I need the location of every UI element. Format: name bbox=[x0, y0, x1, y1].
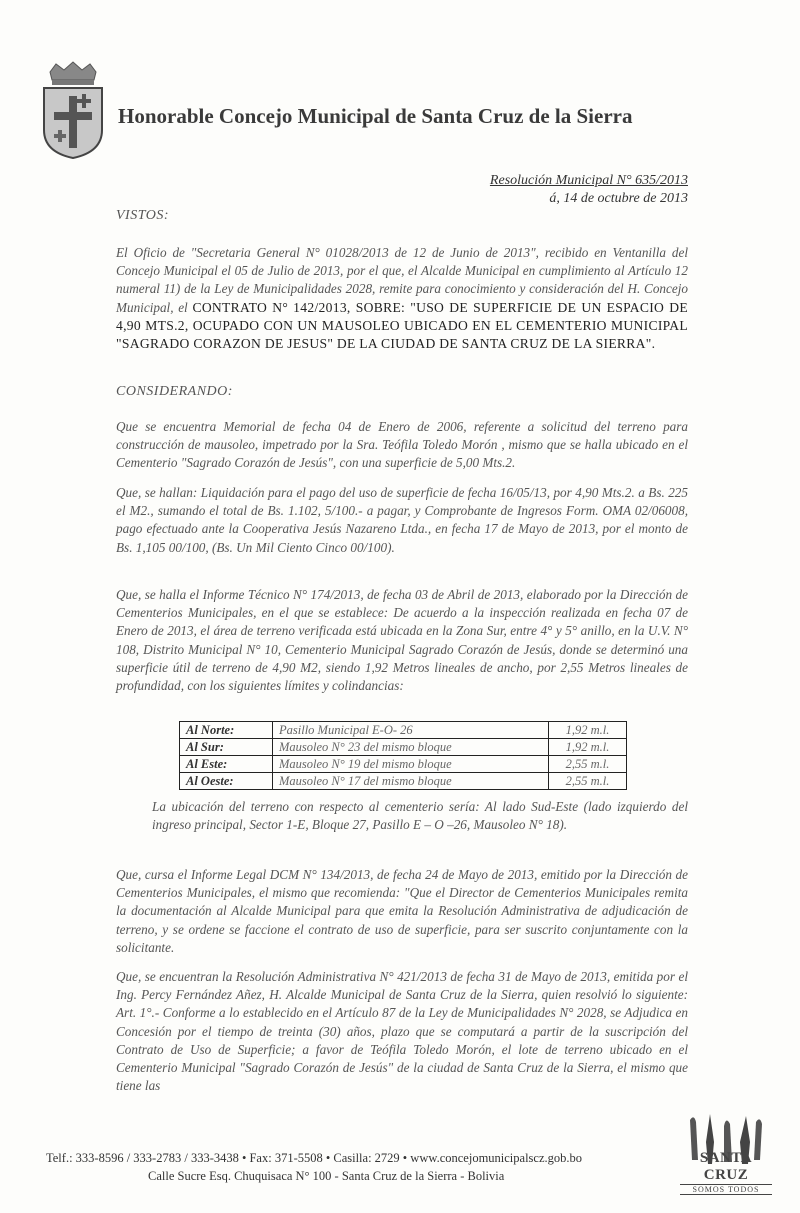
resolution-date: á, 14 de octubre de 2013 bbox=[549, 191, 688, 206]
boundary-side: Al Este: bbox=[180, 756, 273, 773]
logo-text bbox=[680, 1150, 772, 1195]
boundary-side: Al Norte: bbox=[180, 722, 273, 739]
boundary-description: Mausoleo N° 19 del mismo bloque bbox=[273, 756, 549, 773]
boundary-side: Al Oeste: bbox=[180, 773, 273, 790]
boundary-length: 2,55 m.l. bbox=[549, 773, 627, 790]
paragraph-ubicacion: La ubicación del terreno con respecto al cementerio sería: Al lado Sud-Este (lado izquierdo del ingreso principal, Sector 1-E, Bloque 27, Pasillo E – O –26, Mausoleo N° 18). bbox=[152, 799, 688, 833]
resolution-header bbox=[490, 172, 688, 208]
vistos-paragraph bbox=[116, 244, 688, 353]
table-row bbox=[180, 722, 627, 739]
organization-title: Honorable Concejo Municipal de Santa Cruz de la Sierra bbox=[118, 104, 633, 128]
paragraph-informe-tecnico: Que, se halla el Informe Técnico N° 174/2013, de fecha 03 de Abril de 2013, elaborado por la Dirección de Cementerios Municipales, en el que se establece: De acuerdo a la inspección realizada en fecha 07 de Enero de 2013, el área de terreno verificada está ubicada en la Zona Sur, entre 4° y 5° anillo, en la U.V. N° 108, Distrito Municipal N° 10, Cementerio Municipal Sagrado Corazón de Jesús, donde se determinó una superficie útil de terreno de 4,90 M2, siendo 1,92 Metros lineales de ancho, por 2,55 Metros lineales de profundidad, con los siguientes límites y colindancias: bbox=[116, 587, 688, 694]
boundary-side: Al Sur: bbox=[180, 739, 273, 756]
considerando-heading: CONSIDERANDO: bbox=[116, 384, 233, 399]
vistos-text: El Oficio de "Secretaria General N° 01028/2013 de 12 de Junio de 2013", recibido en Ventanilla del Concejo Municipal el 05 de Julio de 2013, por el que, el Alcalde Municipal en cumplimiento al Artículo 12 numeral 11) de la Ley de Municipalidades 2028, remite para conocimiento y consideración del H. Concejo Municipal, el bbox=[116, 245, 688, 315]
table-row bbox=[180, 739, 627, 756]
boundaries-table bbox=[179, 721, 627, 790]
boundary-description: Pasillo Municipal E-O- 26 bbox=[273, 722, 549, 739]
logo-tagline: SOMOS TODOS bbox=[680, 1184, 772, 1195]
paragraph-informe-legal: Que, cursa el Informe Legal DCM N° 134/2013, de fecha 24 de Mayo de 2013, emitido por la Dirección de Cementerios Municipales, el mismo que recomienda: "Que el Director de Cementerios Municipales remita la documentación al Alcalde Municipal para que emita la Resolución Administrativa de adjudicación de terreno, y se ordene se faccione el contrato de uso de superficie, para ser suscrito conjuntamente con la solicitante. bbox=[116, 867, 688, 955]
paragraph-liquidacion: Que, se hallan: Liquidación para el pago del uso de superficie de fecha 16/05/13, por 4,90 Mts.2. a Bs. 225 el M2., sumando el total de Bs. 1.102, 5/100.- a pagar, y Comprobante de Ingresos Form. OMA 02/06008, pago efectuado ante la Cooperativa Jesús Nazareno Ltda., en fecha 17 de Mayo de 2013, por el monto de Bs. 1,105 00/100, (Bs. Un Mil Ciento Cinco 00/100). bbox=[116, 485, 688, 555]
logo-name: SANTA CRUZ bbox=[699, 1150, 753, 1183]
boundary-length: 1,92 m.l. bbox=[549, 739, 627, 756]
table-row bbox=[180, 756, 627, 773]
boundary-description: Mausoleo N° 17 del mismo bloque bbox=[273, 773, 549, 790]
resolution-title: Resolución Municipal N° 635/2013 bbox=[489, 173, 688, 188]
footer-contact-line: Telf.: 333-8596 / 333-2783 / 333-3438 • Fax: 371-5508 • Casilla: 2729 • www.concejomunicipalscz.gob.bo bbox=[46, 1151, 583, 1165]
footer-contact bbox=[46, 1149, 582, 1185]
contract-title: CONTRATO N° 142/2013, SOBRE: "USO DE SUPERFICIE DE UN ESPACIO DE 4,90 MTS.2, OCUPADO CON UN MAUSOLEO UBICADO EN EL CEMENTERIO MUNICIPAL "SAGRADO CORAZON DE JESUS" DE LA CIUDAD DE SANTA CRUZ DE LA SIERRA". bbox=[116, 299, 689, 352]
boundary-length: 1,92 m.l. bbox=[549, 722, 627, 739]
boundary-length: 2,55 m.l. bbox=[549, 756, 627, 773]
paragraph-memorial: Que se encuentra Memorial de fecha 04 de Enero de 2006, referente a solicitud del terreno para construcción de mausoleo, impetrado por la Sra. Teófila Toledo Morón , mismo que se halla ubicado en el Cementerio "Sagrado Corazón de Jesús", con una superficie de 5,00 Mts.2. bbox=[116, 419, 688, 471]
footer-address: Calle Sucre Esq. Chuquisaca N° 100 - Santa Cruz de la Sierra - Bolivia bbox=[148, 1169, 505, 1183]
paragraph-resolucion-administrativa: Que, se encuentran la Resolución Administrativa N° 421/2013 de fecha 31 de Mayo de 2013, emitida por el Ing. Percy Fernández Añez, H. Alcalde Municipal de Santa Cruz de la Sierra, quien resolvió lo siguiente: Art. 1°.- Conforme a lo establecido en el Artículo 87 de la Ley de Municipalidades N° 2028, se Adjudica en Concesión por el tiempo de treinta (30) años, plazo que se computará a partir de la suscripción del Contrato de Uso de Superficie; a favor de Teófila Toledo Morón, el lote de terreno ubicado en el Cementerio Municipal "Sagrado Corazón de Jesús" de la ciudad de Santa Cruz de la Sierra, el mismo que tiene las bbox=[116, 969, 688, 1094]
boundary-description: Mausoleo N° 23 del mismo bloque bbox=[273, 739, 549, 756]
coat-of-arms-icon bbox=[38, 60, 108, 160]
vistos-heading: VISTOS: bbox=[116, 208, 170, 223]
table-row bbox=[180, 773, 627, 790]
